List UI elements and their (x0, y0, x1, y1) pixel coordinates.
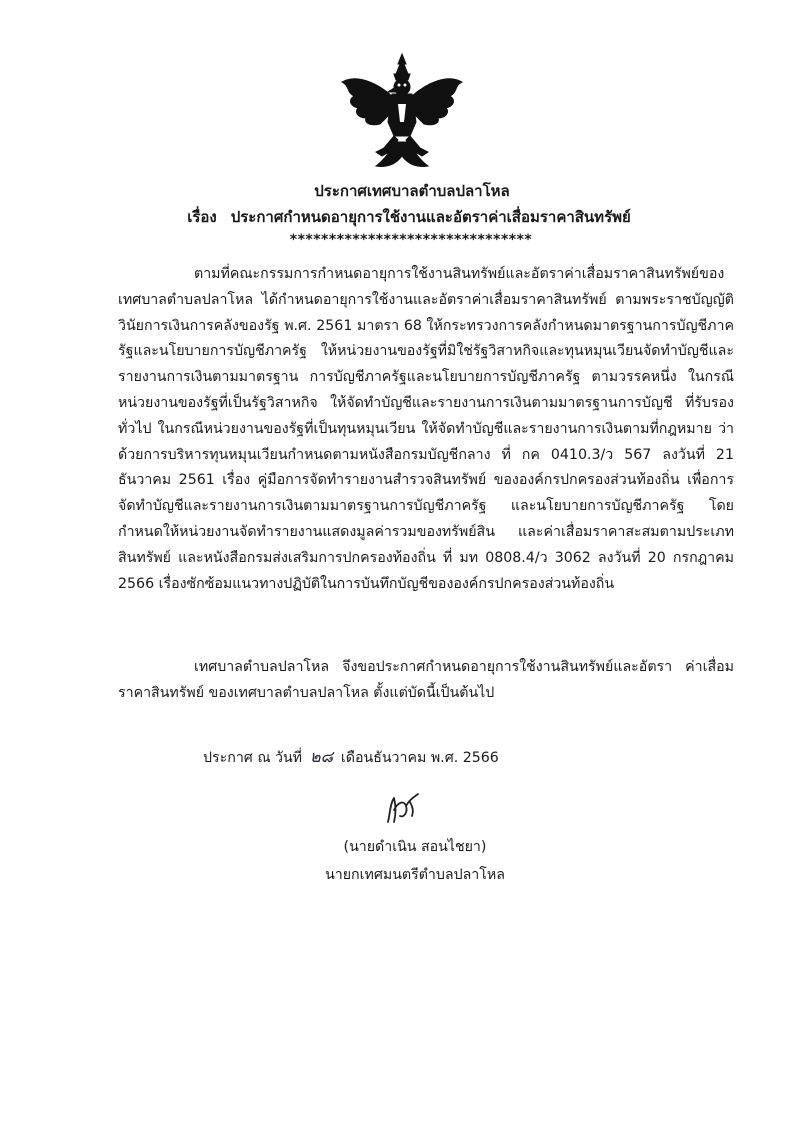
signatory-name: (นายดำเนิน สอนไชยา) (343, 839, 487, 855)
subject-text: ประกาศกำหนดอายุการใช้งานและอัตราค่าเสื่อมราคาสินทรัพย์ (230, 208, 631, 226)
signatory-block (300, 833, 530, 889)
body-paragraph-1: ตามที่คณะกรรมการกำหนดอายุการใช้งานสินทรัพย์และอัตราค่าเสื่อมราคาสินทรัพย์ของเทศบาลตำบลปลาโหล ได้กำหนดอายุการใช้งานและอัตราค่าเสื่อมราคาสินทรัพย์ ตามพระราชบัญญัติวินัยการเงินการคลังของรัฐ พ.ศ. 2561 มาตรา 68 ให้กระทรวงการคลังกำหนดมาตรฐานการบัญชีภาครัฐและนโยบายการบัญชีภาครัฐ ให้หน่วยงานของรัฐที่มิใช่รัฐวิสาหกิจและทุนหมุนเวียนจัดทำบัญชีและรายงานการเงินตามมาตรฐาน การบัญชีภาครัฐและนโยบายการบัญชีภาครัฐ ตามวรรคหนึ่ง ในกรณีหน่วยงานของรัฐที่เป็นรัฐวิสาหกิจ ให้จัดทำบัญชีและรายงานการเงินตามมาตรฐานการบัญชี ที่รับรองทั่วไป ในกรณีหน่วยงานของรัฐที่เป็นทุนหมุนเวียน ให้จัดทำบัญชีและรายงานการเงินตามที่กฎหมาย ว่าด้วยการบริหารทุนหมุนเวียนกำหนดตามหนังสือกรมบัญชีกลาง ที่ กค 0410.3/ว 567 ลงวันที่ 21 ธันวาคม 2561 เรื่อง คู่มือการจัดทำรายงานสำรวจสินทรัพย์ ขององค์กรปกครองส่วนท้องถิ่น เพื่อการจัดทำบัญชีและรายงานการเงินตามมาตรฐานการบัญชีภาครัฐ และนโยบายการบัญชีภาครัฐ โดยกำหนดให้หน่วยงานจัดทำรายงานแสดงมูลค่ารวมของทรัพย์สิน และค่าเสื่อมราคาสะสมตามประเภทสินทรัพย์ และหนังสือกรมส่งเสริมการปกครองท้องถิ่น ที่ มท 0808.4/ว 3062 ลงวันที่ 20 กรกฎาคม 2566 เรื่องซักซ้อมแนวทางปฏิบัติในการบันทึกบัญชีขององค์กรปกครองส่วนท้องถิ่น (118, 266, 734, 592)
date-prefix: ประกาศ ณ วันที่ (203, 750, 303, 766)
body-paragraph-2: เทศบาลตำบลปลาโหล จึงขอประกาศกำหนดอายุการใช้งานสินทรัพย์และอัตรา ค่าเสื่อมราคาสินทรัพย์ ของเทศบาลตำบลปลาโหล ตั้งแต่บัดนี้เป็นต้นไป (118, 659, 734, 701)
announcement-date (203, 745, 499, 770)
subject-label: เรื่อง (187, 208, 217, 226)
signatory-position: นายกเทศมนตรีตำบลปลาโหล (325, 867, 505, 883)
subject-line (0, 204, 800, 230)
date-suffix: เดือนธันวาคม พ.ศ. 2566 (340, 750, 499, 766)
document-header (0, 178, 800, 250)
handwritten-signature (382, 792, 422, 826)
garuda-emblem-icon (336, 52, 468, 172)
announcement-title: ประกาศเทศบาลตำบลปลาโหล (314, 182, 510, 200)
date-day-handwritten: ๒๘ (310, 747, 333, 766)
header-separator: ******************************* (289, 232, 533, 248)
